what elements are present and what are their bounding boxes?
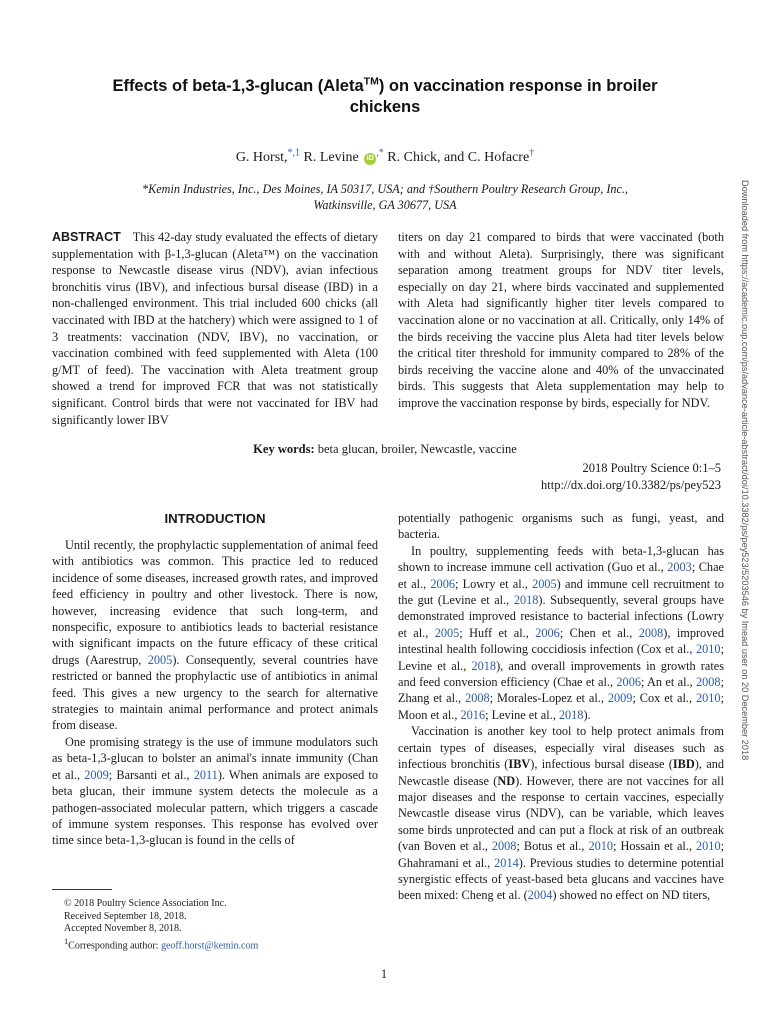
paragraph: Until recently, the prophylactic supplementation of animal feed with antibiotics was common. This practice led to reduced incidence of some diseases, increased growth rates, and improved feed efficiency in poultry and other livestock. There is now, however, increasing evidence that such long-term, and nonspecific, exposure to antibiotics leads to bacterial resistance with significant impacts on the future efficacy of these critical drugs (Aarestrup, 2005). Consequently, several countries have restricted or banned the prophylactic use of antibiotics in animal feed. This gives a new urgency to the search for alternative strategies to maintain animal performance and protect animals from disease.	[52, 538, 378, 733]
abstract-right	[398, 229, 724, 412]
abstract-heading: ABSTRACT	[52, 230, 121, 244]
received-date: Received September 18, 2018.	[64, 910, 187, 922]
abstract-text: titers on day 21 compared to birds that were vaccinated (both with and without Aleta). Surprisingly, there was significant separation among treatment groups for NDV titer levels, especially on day 21, where birds vaccinated and supplemented with Aleta had significantly higher titer levels compared to vaccination alone or no vaccination at all. Critically, only 14% of the birds receiving the vaccine plus Aleta had titer levels below the critical titer threshold for immunity compared to 28% of the birds receiving the vaccine alone and 40% of the unvaccinated birds. This suggests that Aleta supplementation may help to improve the vaccination response by birds, especially for NDV.	[398, 230, 724, 410]
author-levine: R. Levine	[303, 150, 359, 165]
paragraph: One promising strategy is the use of immune modulators such as beta-1,3-glucan to bolster an animal's innate immunity (Chan et al., 2009; Barsanti et al., 2011). When animals are exposed to beta glucan, their immune system detects the molecule as a pathogen-associated molecular pattern, which triggers a cascade of immune system responses. This response has evolved over time since beta-1,3-glucan is found in the cells of	[52, 734, 378, 848]
abstract-text: This 42-day study evaluated the effects of dietary supplementation with β-1,3-glucan (Aleta™) on the vaccination response to Newcastle disease virus (NDV), avian infectious bronchitis virus (IBV), and infectious bursal disease (IBD) in a non-challenged environment. This trial included 600 chicks (all vaccinated with IBD at the hatchery) which were assigned to 1 of 3 treatments: vaccination (NDV, IBV), no vaccination, or vaccination combined with feed supplemented with Aleta (100 g/MT of feed). The vaccination with Aleta treatment group showed a trend for improved FCR that was not statistically significant. Control birds that were not vaccinated for IBV had significantly lower IBV	[52, 230, 378, 427]
citation-link[interactable]: 2014	[494, 855, 519, 870]
paragraph: In poultry, supplementing feeds with beta-1,3-glucan has shown to increase immune cell activation (Guo et al., 2003; Chae et al., 2006; Lowry et al., 2005) and immune cell recruitment to the gut (Levine et al., 2018). Subsequently, several groups have demonstrated improved resistance to bacterial infections (Lowry et al., 2005; Huff et al., 2006; Chen et al., 2008), improved intestinal health following coccidiosis infection (Cox et al., 2010; Levine et al., 2018), and overall improvements in growth rates and feed conversion efficiency (Chae et al., 2006; An et al., 2008; Zhang et al., 2008; Morales-Lopez et al., 2009; Cox et al., 2010; Moon et al., 2016; Levine et al., 2018).	[398, 543, 725, 722]
affiliation-mark[interactable]: *,1	[287, 147, 301, 159]
doi-link[interactable]: http://dx.doi.org/10.3382/ps/pey523	[541, 477, 721, 492]
citation-link[interactable]: 2009	[607, 691, 633, 706]
authors-chick-hofacre: R. Chick, and C. Hofacre	[387, 150, 530, 165]
citation-link[interactable]: 2006	[430, 576, 455, 591]
author-list	[40, 149, 730, 167]
citation-link[interactable]: 2005	[434, 625, 460, 640]
citation-link[interactable]: 2018	[471, 658, 497, 673]
affiliation-line: *Kemin Industries, Inc., Des Moines, IA 50317, USA; and †Southern Poultry Research Group, Inc.,	[142, 182, 628, 196]
journal-citation: 2018 Poultry Science 0:1–5	[582, 461, 721, 475]
abstract-left	[52, 229, 378, 428]
citation-link[interactable]: 2010	[588, 839, 614, 854]
citation-link[interactable]: 2010	[695, 691, 721, 706]
citation-link[interactable]: 2005	[532, 576, 557, 591]
affiliations	[60, 181, 710, 213]
keywords-label: Key words:	[253, 442, 315, 456]
footnote-rule	[52, 889, 112, 890]
citation-link[interactable]: 2018	[513, 593, 539, 608]
citation-link[interactable]: 2008	[695, 675, 721, 690]
citation-link[interactable]: 2004	[527, 888, 553, 903]
citation-link[interactable]: 2010	[696, 839, 721, 854]
title-text: chickens	[349, 98, 421, 116]
affiliation-mark[interactable]: ,*	[376, 147, 384, 159]
intro-right-column	[398, 510, 724, 904]
paragraph: potentially pathogenic organisms such as fungi, yeast, and bacteria.	[398, 511, 724, 542]
title-text: ) on vaccination response in broiler	[378, 77, 658, 95]
citation-link[interactable]: 2008	[638, 625, 664, 640]
trademark-superscript: TM	[363, 75, 379, 88]
citation-link[interactable]: 2003	[667, 560, 692, 575]
download-watermark[interactable]: Downloaded from https://academic.oup.com/ps/advance-article-abstract/doi/10.3382/ps/pey523/5203546 by Imead user on 20 December 2018	[740, 180, 750, 761]
citation-link[interactable]: 2010	[695, 642, 721, 657]
keywords-text: beta glucan, broiler, Newcastle, vaccine	[317, 442, 517, 456]
article-title	[60, 76, 710, 118]
paragraph: Vaccination is another key tool to help protect animals from certain types of diseases, especially viral diseases such as infectious bronchitis (IBV), infectious bursal disease (IBD), and Newcastle disease (ND). However, there are not vaccines for all major diseases and the response to certain vaccines, especially Newcastle disease virus (NDV), can be variable, which leaves some birds unprotected and can put a flock at risk of an outbreak (van Boven et al., 2008; Botus et al., 2010; Hossain et al., 2010; Ghahramani et al., 2014). Previous studies to determine potential synergistic effects of yeast-based beta glucans and vaccines have been mixed: Cheng et al. (2004) showed no effect on ND titers,	[398, 724, 725, 903]
citation-link[interactable]: 2016	[460, 707, 486, 722]
intro-left-column	[52, 537, 378, 849]
page-number: 1	[380, 967, 388, 981]
keywords	[60, 441, 710, 457]
section-heading-introduction: INTRODUCTION	[164, 511, 266, 526]
publication-info	[541, 460, 721, 494]
citation-link[interactable]: 2005	[147, 652, 173, 667]
affiliation-mark[interactable]: †	[529, 147, 535, 159]
citation-link[interactable]: 2018	[558, 707, 584, 722]
citation-link[interactable]: 2006	[535, 625, 560, 640]
email-link[interactable]: geoff.horst@kemin.com	[160, 940, 259, 952]
affiliation-line: Watkinsville, GA 30677, USA	[313, 198, 457, 212]
author-horst: G. Horst,	[235, 150, 288, 165]
citation-link[interactable]: 2011	[193, 767, 218, 782]
citation-link[interactable]: 2006	[616, 675, 641, 690]
title-text: Effects of beta-1,3-glucan (Aleta	[112, 77, 364, 95]
citation-link[interactable]: 2008	[491, 839, 517, 854]
citation-link[interactable]: 2008	[465, 691, 490, 706]
accepted-date: Accepted November 8, 2018.	[64, 923, 182, 935]
copyright-note: © 2018 Poultry Science Association Inc.	[64, 898, 227, 909]
citation-link[interactable]: 2009	[84, 767, 109, 782]
footnotes	[64, 898, 384, 953]
orcid-icon[interactable]: iD	[364, 153, 376, 165]
corresponding-author: $^1$Corresponding author: geoff.horst@kemin.com	[64, 936, 259, 952]
